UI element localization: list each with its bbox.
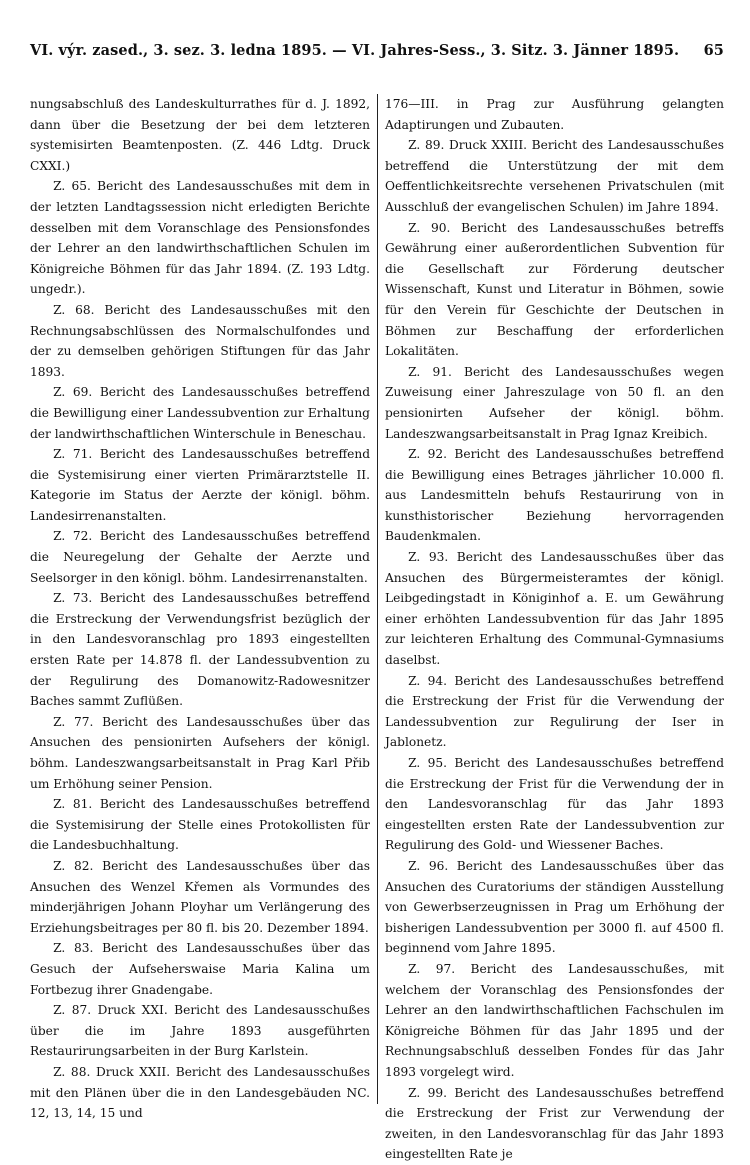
paragraph: Z. 99. Bericht des Landesausschußes betreffend die Erstreckung der Frist zur Verwendung der zweiten, in den Landesvoranschlag für das Jahr 1893 eingestellten Rate je [385, 1085, 724, 1162]
left-column [30, 94, 377, 1121]
text-columns [30, 94, 724, 1162]
paragraph: Z. 71. Bericht des Landesausschußes betreffend die Systemisirung einer vierten Primärarztstelle II. Kategorie im Status der Aerzte der königl. böhm. Landesirrenanstalten. [30, 447, 370, 523]
paragraph: Z. 81. Bericht des Landesausschußes betreffend die Systemisirung der Stelle eines Protokollisten für die Landesbuchhaltung. [30, 797, 370, 853]
paragraph: Z. 90. Bericht des Landesausschußes betreffs Gewährung einer außerordentlichen Subvention für die Gesellschaft zur Förderung deutscher Wissenschaft, Kunst und Literatur in Böhmen, sowie für den Verein für Geschichte der Deutschen in Böhmen zur Beschaffung der erforderlichen Lokalitäten. [385, 220, 724, 359]
paragraph: Z. 65. Bericht des Landesausschußes mit dem in der letzten Landtagssession nicht erledigten Berichte desselben mit dem Voranschlage des Pensionsfondes der Lehrer an den landwirthschaftlichen Schulen im Königreiche Böhmen für das Jahr 1894. (Z. 193 Ldtg. ungedr.). [30, 179, 370, 297]
paragraph: Z. 68. Bericht des Landesausschußes mit den Rechnungsabschlüssen des Normalschulfondes und der zu demselben gehörigen Stiftungen für das Jahr 1893. [30, 302, 370, 379]
paragraph: Z. 82. Bericht des Landesausschußes über das Ansuchen des Wenzel Křemen als Vormundes des minderjährigen Johann Ployhar um Verlängerung des Erziehungsbeitrages per 80 fl. bis 20. Dezember 1894. [30, 858, 370, 935]
paragraph: Z. 97. Bericht des Landesausschußes, mit welchem der Voranschlag des Pensionsfondes der Lehrer an den landwirthschaftlichen Fachschulen im Königreiche Böhmen für das Jahr 1895 und der Rechnungsabschluß desselben Fondes für das Jahr 1893 vorgelegt wird. [385, 961, 724, 1079]
paragraph: Z. 93. Bericht des Landesausschußes über das Ansuchen des Bürgermeisteramtes der königl. Leibgedingstadt in Königinhof a. E. um Gewährung einer erhöhten Landessubvention für das Jahr 1895 zur leichteren Erhaltung des Communal-Gymnasiums daselbst. [385, 550, 724, 668]
paragraph: nungsabschluß des Landeskulturrathes für d. J. 1892, dann über die Besetzung der bei dem letzteren systemisirten Beamtenposten. (Z. 446 Ldtg. Druck CXXI.) [30, 97, 370, 173]
paragraph: Z. 92. Bericht des Landesausschußes betreffend die Bewilligung eines Betrages jährlicher 10.000 fl. aus Landesmitteln behufs Restaurirung von in kunsthistorischer Beziehung hervorragenden Baudenkmalen. [385, 447, 724, 544]
paragraph: Z. 89. Druck XXIII. Bericht des Landesausschußes betreffend die Unterstützung der mit dem Oeffentlichkeitsrechte versehenen Privatschulen (mit Ausschluß der evangelischen Schulen) im Jahre 1894. [385, 138, 724, 214]
paragraph: Z. 96. Bericht des Landesausschußes über das Ansuchen des Curatoriums der ständigen Ausstellung von Gewerbserzeugnissen in Prag um Erhöhung der bisherigen Landessubvention per 3000 fl. auf 4500 fl. beginnend vom Jahre 1895. [385, 858, 724, 956]
paragraph: 176—III. in Prag zur Ausführung gelangten Adaptirungen und Zubauten. [385, 97, 724, 132]
page-header [30, 0, 724, 72]
header-title: VI. výr. zased., 3. sez. 3. ledna 1895. — VI. Jahres-Sess., 3. Sitz. 3. Jänner 1895. [30, 42, 680, 59]
paragraph: Z. 77. Bericht des Landesausschußes über das Ansuchen des pensionirten Aufsehers der königl. böhm. Landeszwangsarbeitsanstalt in Prag Karl Přib um Erhöhung seiner Pension. [30, 714, 370, 791]
paragraph: Z. 83. Bericht des Landesausschußes über das Gesuch der Aufseherswaise Maria Kalina um Fortbezug ihrer Gnadengabe. [30, 941, 370, 997]
paragraph: Z. 95. Bericht des Landesausschußes betreffend die Erstreckung der Frist für die Verwendung der in den Landesvoranschlag für das Jahr 1893 eingestellten ersten Rate der Landessubvention zur Regulirung des Gold- und Wiessener Baches. [385, 756, 724, 853]
paragraph: Z. 87. Druck XXI. Bericht des Landesausschußes über die im Jahre 1893 ausgeführten Restaurirungsarbeiten in der Burg Karlstein. [30, 1003, 370, 1059]
page-number: 65 [703, 42, 724, 59]
paragraph: Z. 69. Bericht des Landesausschußes betreffend die Bewilligung einer Landessubvention zur Erhaltung der landwirthschaftlichen Winterschule in Beneschau. [30, 385, 370, 441]
paragraph: Z. 94. Bericht des Landesausschußes betreffend die Erstreckung der Frist für die Verwendung der Landessubvention zur Regulirung der Iser in Jablonetz. [385, 673, 724, 750]
paragraph: Z. 73. Bericht des Landesausschußes betreffend die Erstreckung der Verwendungsfrist bezüglich der in den Landesvoranschlag pro 1893 eingestellten ersten Rate per 14.878 fl. der Landessubvention zu der Regulirung des Domanowitz-Radowesnitzer Baches sammt Zuflüßen. [30, 591, 370, 709]
paragraph: Z. 72. Bericht des Landesausschußes betreffend die Neuregelung der Gehalte der Aerzte und Seelsorger in den königl. böhm. Landesirrenanstalten. [30, 529, 370, 585]
paragraph: Z. 88. Druck XXII. Bericht des Landesausschußes mit den Plänen über die in den Landesgebäuden NC. 12, 13, 14, 15 und [30, 1064, 370, 1121]
paragraph: Z. 91. Bericht des Landesausschußes wegen Zuweisung einer Jahreszulage von 50 fl. an den pensionirten Aufseher der königl. böhm. Landeszwangsarbeitsanstalt in Prag Ignaz Kreibich. [385, 364, 724, 441]
right-column [377, 94, 724, 1162]
